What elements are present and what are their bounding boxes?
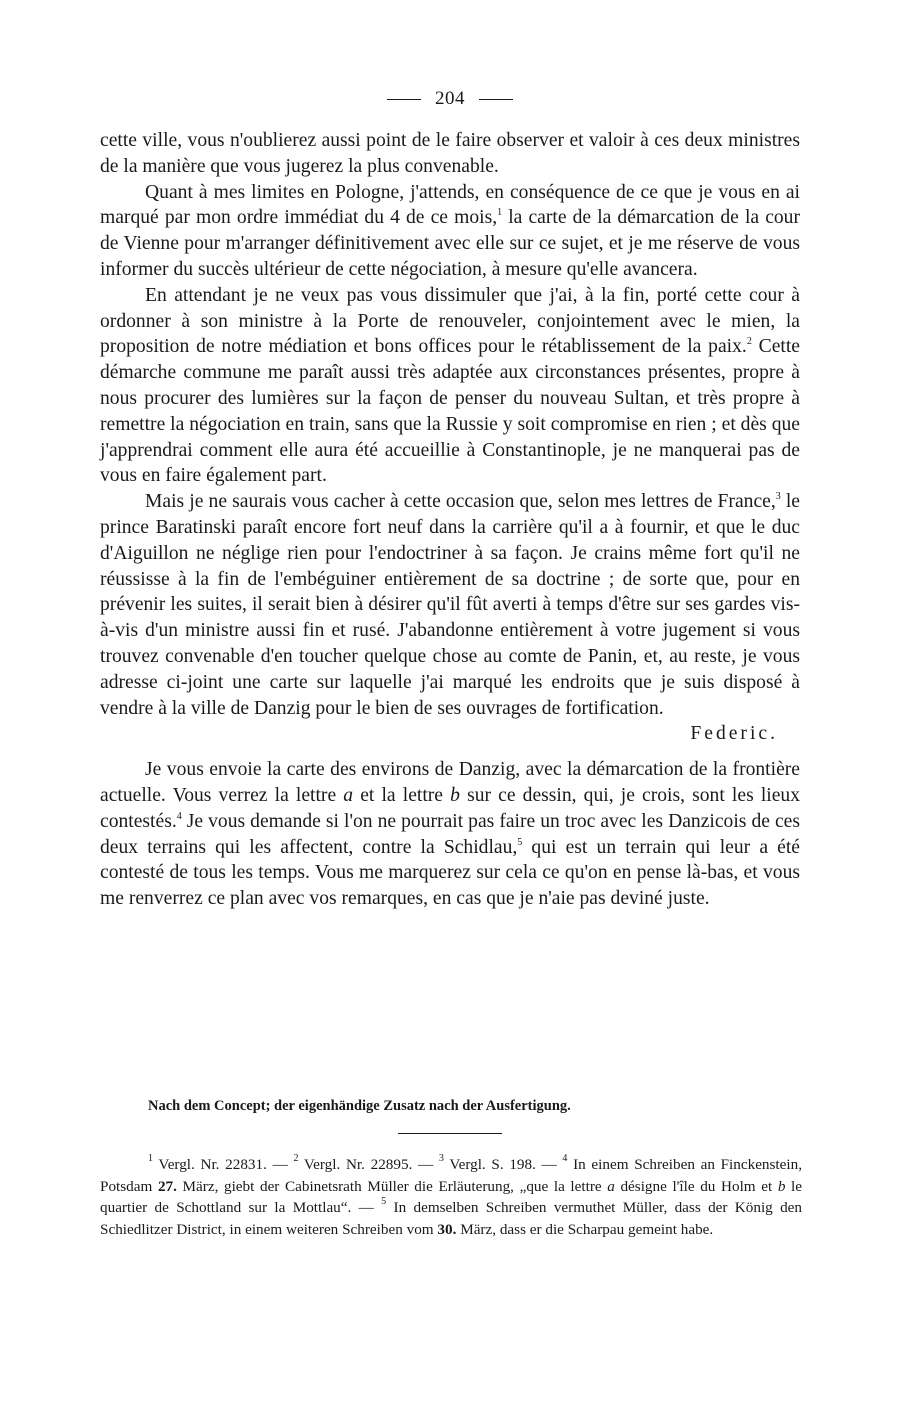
page-number: 204 xyxy=(435,88,465,109)
footnote-mark-2[interactable]: 2 xyxy=(746,336,752,348)
footnote-4: In einem Schreiben an Finckenstein, Potsdam 27. März, giebt der Cabinetsrath Müller die Erläuterung, „que la lettre a désigne l'île du Holm et b le quartier de Schottland sur la Mottlau“. — xyxy=(100,1156,803,1217)
paragraph-limits: Quant à mes limites en Pologne, j'attends, en conséquence de ce que je vous en ai marqué par mon ordre immédiat du 4 de ce mois,$^1$ la carte de la démarcation de la cour de Vienne pour m'arranger définitivement avec elle sur ce sujet, et je me réserve de vous informer du succès ultérieur de cette négociation, à mesure qu'elle avancera. xyxy=(100,181,801,280)
paragraph-mediation: En attendant je ne veux pas vous dissimuler que j'ai, à la fin, porté cette cour à ordonner à son ministre à la Porte de renouveler, conjointement avec le mien, la proposition de notre médiation et bons offices pour le rétablissement de la paix.$^2$ Cette démarche commune me paraît aussi très adaptée aux circonstances présentes, propre à nous procurer des lumières sur la façon de penser du nouveau Sultan, et très propre à remettre la négociation en train, sans que la Russie y soit compromise en rien ; et dès que j'apprendrai comment elle aura été accueillie à Constantinople, je ne manquerai pas de vous en faire également part. xyxy=(100,284,800,487)
page-header xyxy=(0,88,900,110)
footnote-3: Vergl. S. 198. — xyxy=(449,1156,563,1173)
footnote-mark-1[interactable]: 1 xyxy=(497,207,503,219)
footnote-divider xyxy=(398,1133,502,1134)
letter-body xyxy=(100,128,800,912)
footnote-mark-3[interactable]: 3 xyxy=(775,491,781,503)
footnote-2: Vergl. Nr. 22895. — xyxy=(303,1156,439,1173)
footnote-5: In demselben Schreiben vermuthet Müller, dass der König den Schiedlitzer District, in einem weiteren Schreiben vom 30. März, dass er die Scharpau gemeint habe. xyxy=(100,1199,803,1238)
footnote-1: Vergl. Nr. 22831. — xyxy=(158,1156,294,1173)
paragraph-continuation: cette ville, vous n'oublierez aussi point de le faire observer et valoir à ces deux ministres de la manière que vous jugerez la plus convenable. xyxy=(100,130,800,177)
footnote-mark-4[interactable]: 4 xyxy=(176,810,182,822)
footnote-mark-5[interactable]: 5 xyxy=(517,836,523,848)
footnote-block: $^1$ Vergl. Nr. 22831. — $^2$ Vergl. Nr. 22895. — $^3$ Vergl. S. 198. — $^4$ In einem Schreiben an Finckenstein, Potsdam 27. März, giebt der Cabinetsrath Müller die Erläuterung, „que la lettre a désigne l'île du Holm et b le quartier de Schottland sur la Mottlau“. — $^5$ In demselben Schreiben vermuthet Müller, dass der König den Schiedlitzer District, in einem weiteren Schreiben vom 30. März, dass er die Scharpau gemeint habe. xyxy=(100,1153,803,1238)
header-dash-left xyxy=(387,99,421,100)
header-dash-right xyxy=(479,99,513,100)
postscript: Je vous envoie la carte des environs de Danzig, avec la démarcation de la frontière actuelle. Vous verrez la lettre a et la lettre b sur ce dessin, qui, je crois, sont les lieux contestés.$^4$ Je vous demande si l'on ne pourrait pas faire un troc avec les Danzicois de ces deux terrains qui les affectent, contre la Schidlau,$^5$ qui est un terrain qui leur a été contesté de tous les temps. Vous me marquerez sur cela ce qu'on en pense là-bas, et vous me renverrez ce plan avec vos remarques, en cas que je n'aie pas deviné juste. xyxy=(100,759,801,910)
paragraph-france: Mais je ne saurais vous cacher à cette occasion que, selon mes lettres de France,$^3$ le prince Baratinski paraît encore fort neuf dans la carrière qu'il a à fournir, et que le duc d'Aiguillon ne néglige rien pour l'endoctriner à sa façon. Je crains même fort qu'il ne réussisse à la fin de l'embéguiner entièrement de sa doctrine ; de sorte que, pour en prévenir les suites, il serait bien à désirer qu'il fût averti à temps d'être sur ses gardes vis-à-vis d'un ministre aussi fin et rusé. J'abandonne entièrement à votre jugement si vous trouvez convenable d'en toucher quelque chose au comte de Panin, et, au reste, je vous adresse ci-joint une carte sur laquelle j'ai marqué les endroits que je suis disposé à vendre à la ville de Danzig pour le bien de ses ouvrages de fortification. xyxy=(100,491,800,719)
footnotes xyxy=(100,1154,802,1240)
signature: Federic. xyxy=(690,723,778,745)
source-note: Nach dem Concept; der eigenhändige Zusatz nach der Ausfertigung. xyxy=(148,1098,571,1114)
